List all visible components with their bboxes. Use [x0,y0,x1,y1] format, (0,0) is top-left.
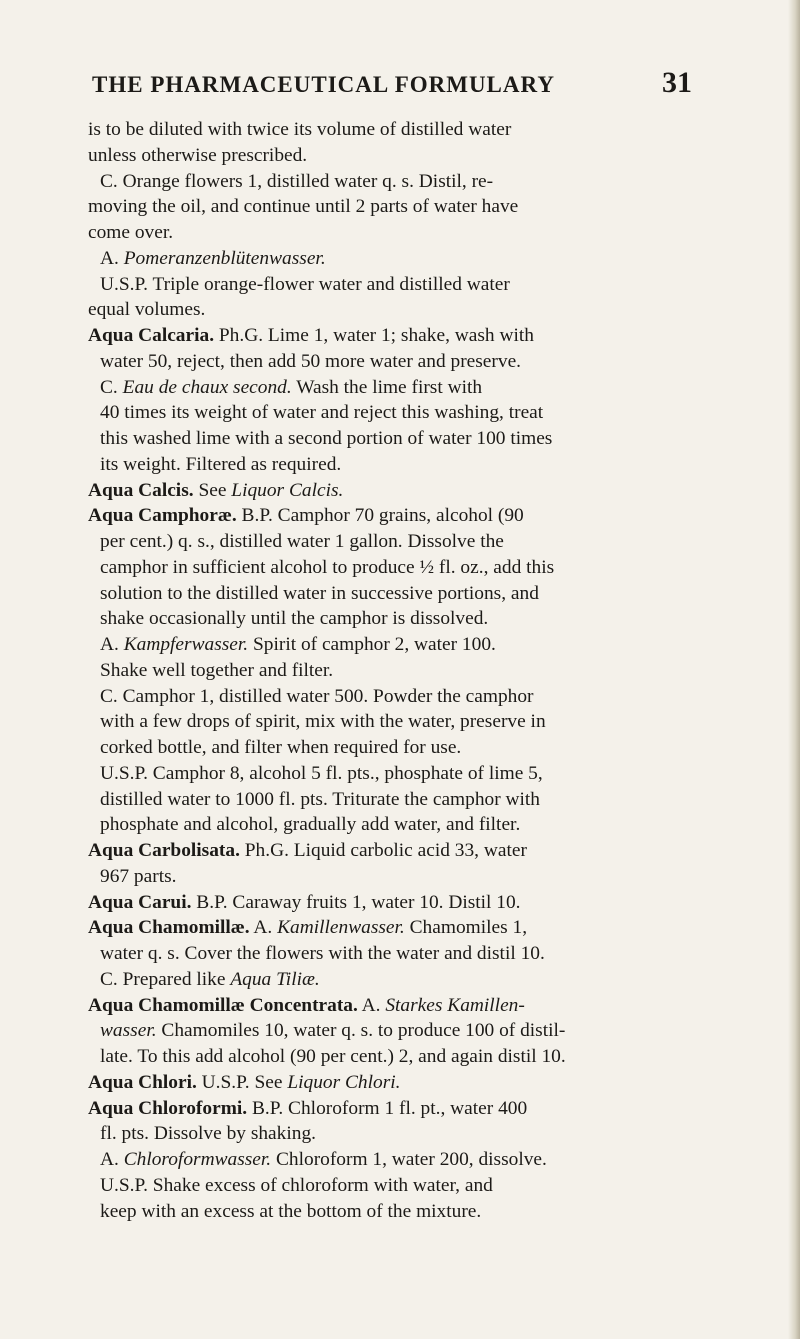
text-run: A. [100,634,124,655]
page-header [92,66,692,106]
page-number: 31 [662,66,692,99]
text-line: corked bottle, and filter when required for use. [100,737,462,758]
text-run: A. [249,917,278,939]
entry-line [88,323,688,349]
text-line: 40 times its weight of water and reject this washing, treat [100,402,544,424]
text-line: moving the oil, and continue until 2 parts of water have [88,196,519,218]
text-line [88,1018,688,1044]
entry-headword: Aqua Calcis. [88,479,194,501]
text-run: B.P. Chloroform 1 fl. pt., water 400 [247,1097,528,1119]
italic-term: wasser. [100,1020,157,1042]
text-run: U.S.P. See [196,1071,288,1093]
entry-headword: Aqua Carui. [88,891,192,913]
text-line: 967 parts. [100,865,177,887]
entry-line [88,1096,688,1122]
text-line: fl. pts. Dissolve by shaking. [100,1123,316,1145]
text-run: Spirit of camphor 2, water 100. [248,634,496,655]
entry-line [88,838,688,864]
text-line [88,967,688,993]
text-run: C. Prepared like [100,968,231,990]
text-run: A. [100,247,124,269]
text-line [88,632,688,658]
text-run: B.P. Caraway fruits 1, water 10. Distil 10. [191,891,521,913]
italic-term: Starkes Kamillen- [385,994,525,1016]
text-line: equal volumes. [88,299,206,321]
italic-term: Aqua Tiliæ. [230,968,320,990]
italic-term: Kamillenwasser. [277,917,405,939]
text-line: distilled water to 1000 fl. pts. Triturate the camphor with [100,788,541,810]
italic-term: Kampferwasser. [123,634,249,655]
text-line: solution to the distilled water in successive portions, and [100,582,539,604]
entry-headword: Aqua Carbolisata. [88,840,240,861]
text-line: with a few drops of spirit, mix with the water, preserve in [100,711,546,733]
entry-headword: Aqua Chamomillæ Concentrata. [88,994,358,1016]
text-line: its weight. Filtered as required. [100,453,342,475]
entry-headword: Aqua Chloroformi. [88,1097,248,1119]
entry-line [88,890,688,916]
text-line: water q. s. Cover the flowers with the water and distil 10. [100,943,545,964]
text-line: this washed lime with a second portion of water 100 times [100,428,553,449]
text-run: B.P. Camphor 70 grains, alcohol (90 [236,505,524,527]
italic-term: Liquor Calcis. [231,479,344,501]
text-line: late. To this add alcohol (90 per cent.) 2, and again distil 10. [100,1046,566,1067]
text-line: unless otherwise prescribed. [88,144,308,166]
text-line [88,375,688,401]
text-run: Chamomiles 10, water q. s. to produce 100 of distil- [156,1020,566,1042]
text-line: U.S.P. Shake excess of chloroform with water, and [100,1174,493,1196]
running-head: THE PHARMACEUTICAL FORMULARY [92,72,555,97]
italic-term: Pomeranzenblütenwasser. [123,247,326,269]
italic-term: Chloroformwasser. [123,1149,272,1170]
text-line: come over. [88,222,174,243]
entry-headword: Aqua Camphoræ. [88,505,237,527]
text-line: per cent.) q. s., distilled water 1 gallon. Dissolve the [100,531,504,552]
text-line [88,246,688,272]
text-line [88,1147,688,1173]
text-line: U.S.P. Triple orange-flower water and distilled water [100,273,510,295]
entry-line [88,503,688,529]
text-run: C. [100,376,123,398]
text-line: water 50, reject, then add 50 more water and preserve. [100,350,522,372]
text-line: Shake well together and filter. [100,659,334,681]
text-run: A. [357,994,386,1016]
entry-line [88,1070,688,1096]
text-run: A. [100,1149,124,1170]
italic-term: Liquor Chlori. [287,1071,401,1093]
text-run: Chamomiles 1, [404,917,528,939]
text-line: camphor in sufficient alcohol to produce ½ fl. oz., add this [100,556,555,578]
italic-term: Eau de chaux second. [122,376,292,398]
text-line: is to be diluted with twice its volume of distilled water [88,119,512,140]
entry-line [88,915,688,941]
text-run: See [193,479,232,501]
page-edge-shadow [788,0,800,1339]
text-line: C. Orange flowers 1, distilled water q. s. Distil, re- [100,170,494,192]
entry-headword: Aqua Chamomillæ. [88,917,250,939]
entry-line [88,993,688,1019]
entry-headword: Aqua Calcaria. [88,325,215,346]
text-line: U.S.P. Camphor 8, alcohol 5 fl. pts., phosphate of lime 5, [100,762,543,784]
entry-line [88,478,688,504]
text-run: Wash the lime first with [291,376,483,398]
text-run: Chloroform 1, water 200, dissolve. [271,1149,547,1170]
text-line: phosphate and alcohol, gradually add water, and filter. [100,814,521,836]
text-run: Ph.G. Liquid carbolic acid 33, water [239,840,527,861]
entry-headword: Aqua Chlori. [88,1071,197,1093]
text-line: shake occasionally until the camphor is dissolved. [100,608,489,630]
text-line: keep with an excess at the bottom of the mixture. [100,1200,482,1222]
text-line: C. Camphor 1, distilled water 500. Powder the camphor [100,685,534,707]
text-run: Ph.G. Lime 1, water 1; shake, wash with [214,325,534,346]
page-body [88,117,688,1224]
